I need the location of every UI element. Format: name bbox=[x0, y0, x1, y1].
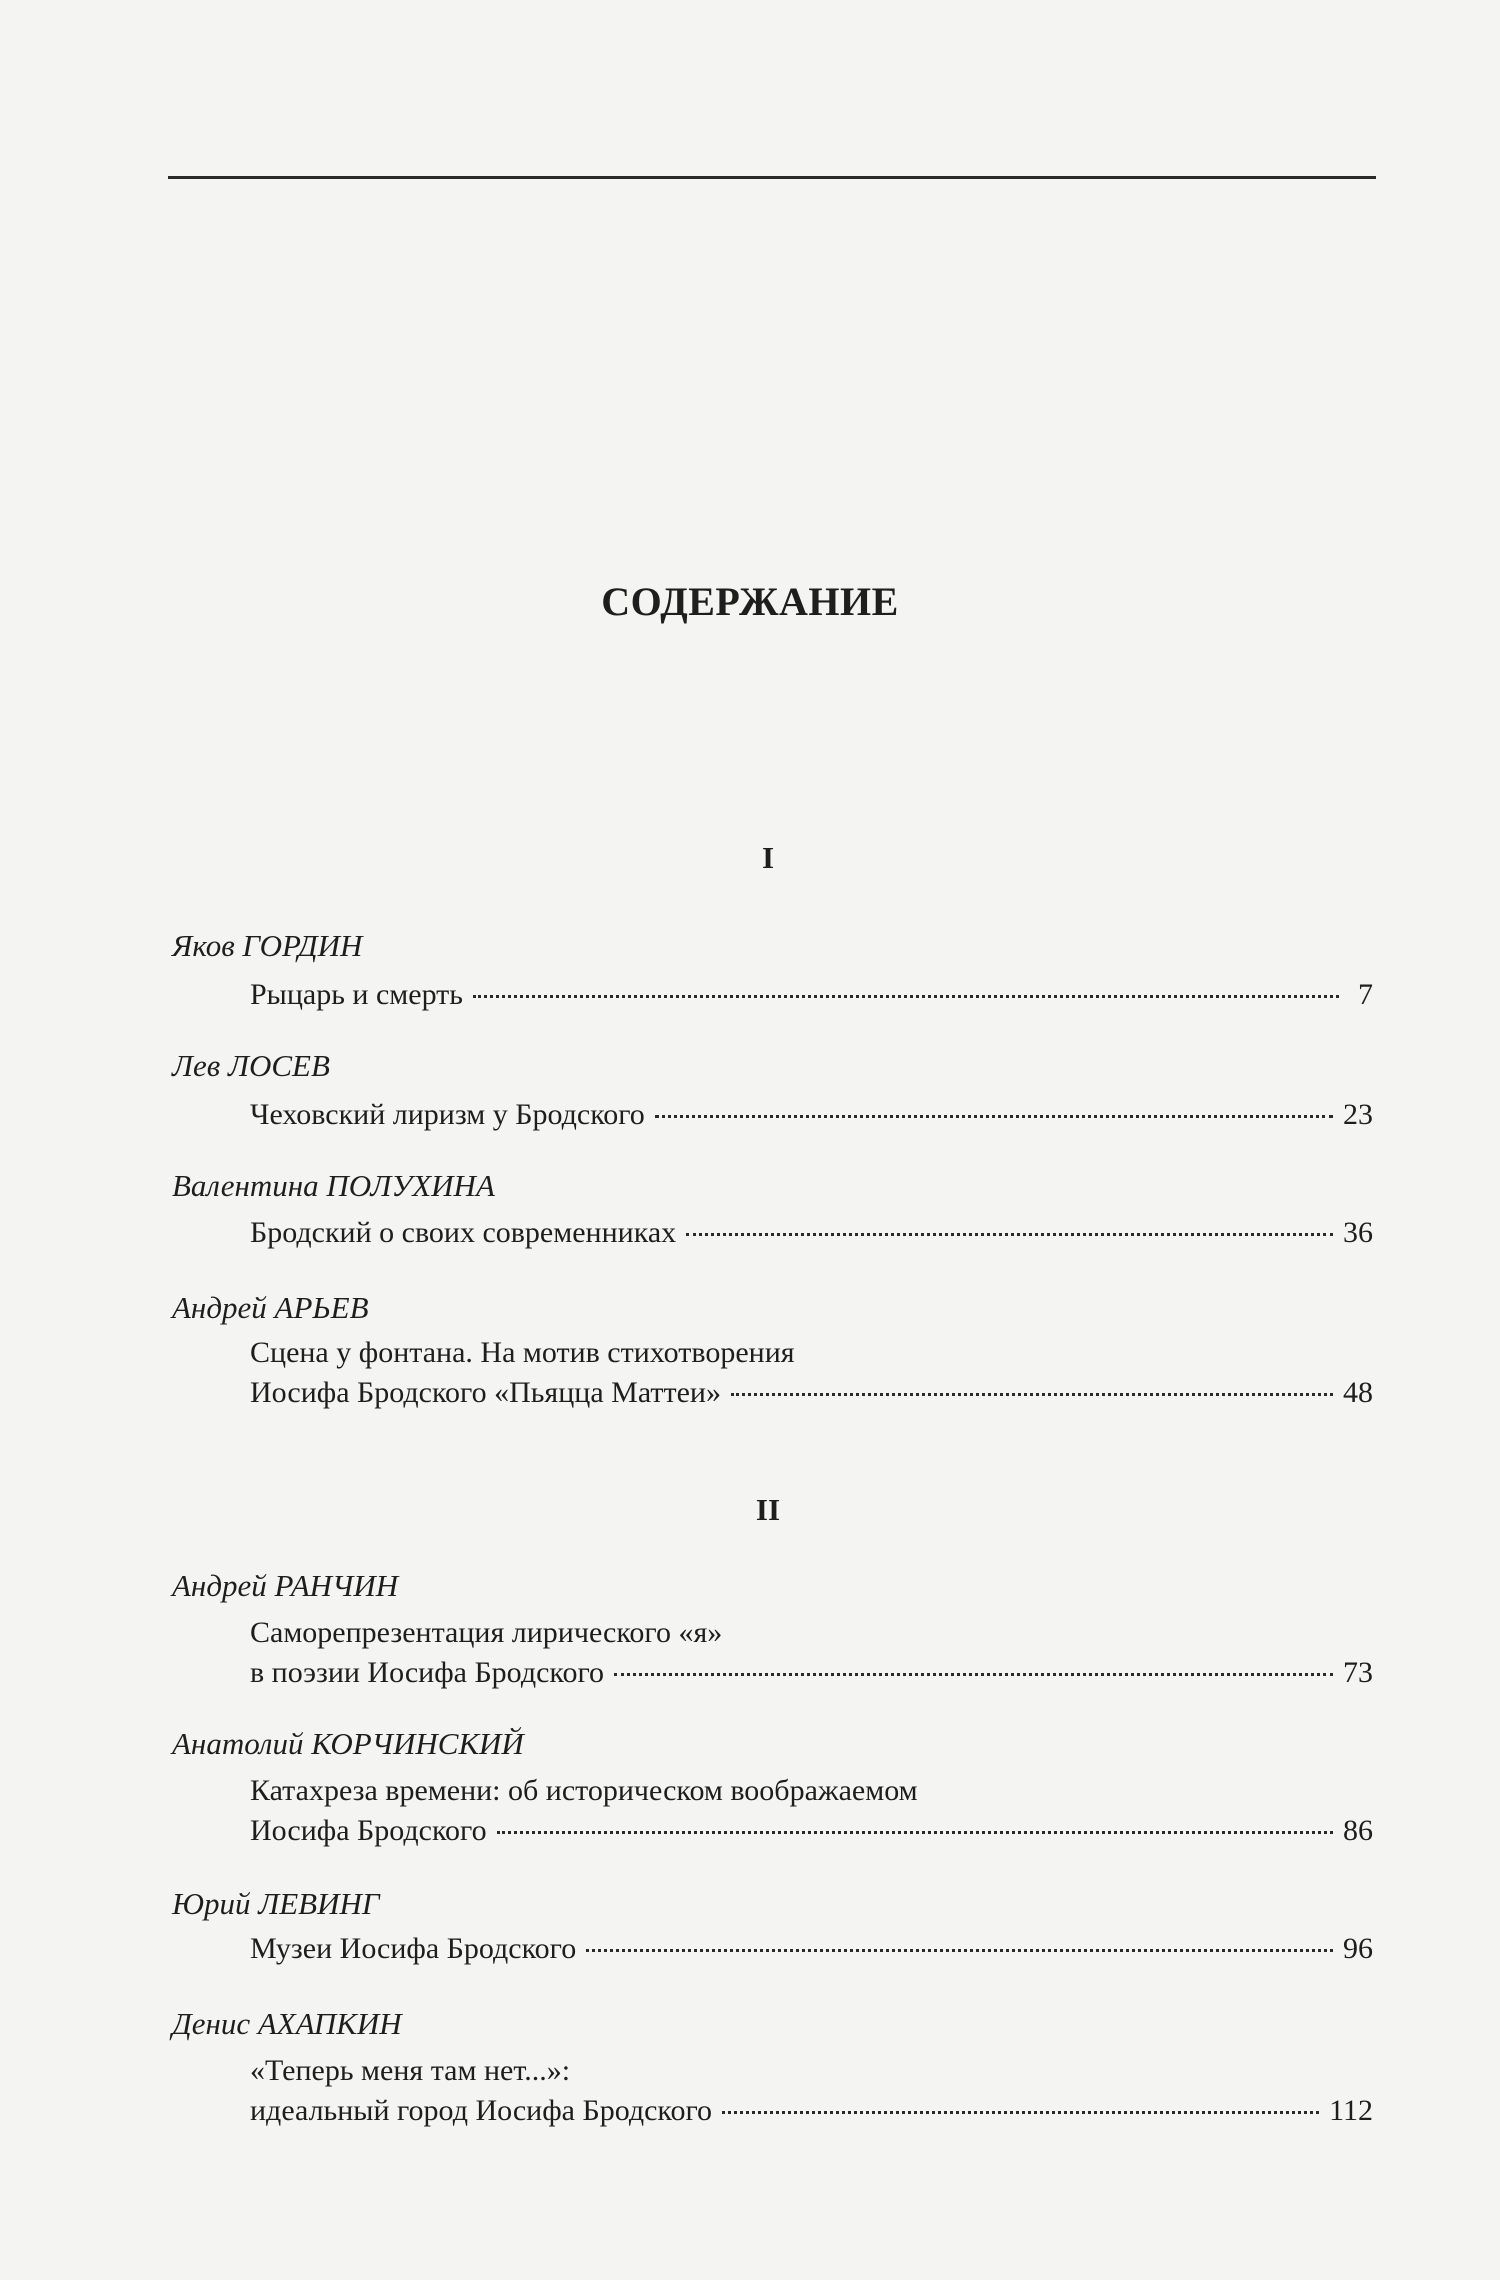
toc-author: Андрей АРЬЕВ bbox=[172, 1290, 369, 1325]
toc-author: Лев ЛОСЕВ bbox=[172, 1048, 330, 1083]
dot-leader bbox=[586, 1949, 1333, 1952]
toc-author: Андрей РАНЧИН bbox=[172, 1568, 399, 1603]
toc-entry[interactable] bbox=[250, 1656, 1373, 1690]
toc-author: Денис АХАПКИН bbox=[172, 2006, 402, 2041]
toc-entry-title: Музеи Иосифа Бродского bbox=[250, 1932, 577, 1965]
toc-page-number: 96 bbox=[1343, 1932, 1373, 1965]
toc-entry-title: Чеховский лиризм у Бродского bbox=[250, 1098, 645, 1131]
toc-entry-title: Иосифа Бродского bbox=[250, 1814, 487, 1847]
section-numeral-2: II bbox=[755, 1492, 781, 1527]
toc-entry-title-line: Сцена у фонтана. На мотив стихотворения bbox=[250, 1336, 795, 1369]
toc-entry-title: Бродский о своих современниках bbox=[250, 1216, 677, 1249]
toc-entry-title-line: «Теперь меня там нет...»: bbox=[250, 2054, 571, 2087]
toc-author: Яков ГОРДИН bbox=[172, 928, 363, 963]
toc-entry-title-line: Саморепрезентация лирического «я» bbox=[250, 1616, 723, 1649]
dot-leader bbox=[614, 1673, 1333, 1676]
toc-entry[interactable] bbox=[250, 1932, 1373, 1966]
dot-leader bbox=[497, 1831, 1333, 1834]
dot-leader bbox=[686, 1233, 1333, 1236]
section-numeral-1: I bbox=[761, 840, 775, 875]
toc-page-number: 112 bbox=[1329, 2094, 1373, 2127]
toc-entry-title: Иосифа Бродского «Пьяцца Маттеи» bbox=[250, 1376, 721, 1409]
toc-entry-title: в поэзии Иосифа Бродского bbox=[250, 1656, 605, 1689]
toc-author: Валентина ПОЛУХИНА bbox=[172, 1168, 495, 1203]
dot-leader bbox=[655, 1115, 1333, 1118]
toc-entry-title-line: Катахреза времени: об историческом воображаемом bbox=[250, 1774, 918, 1807]
dot-leader bbox=[722, 2111, 1319, 2114]
toc-entry[interactable] bbox=[250, 1216, 1373, 1250]
toc-page-number: 36 bbox=[1343, 1216, 1373, 1249]
toc-author: Юрий ЛЕВИНГ bbox=[172, 1886, 380, 1921]
toc-page-number: 48 bbox=[1343, 1376, 1373, 1409]
toc-page-number: 73 bbox=[1343, 1656, 1373, 1689]
toc-entry[interactable] bbox=[250, 1814, 1373, 1848]
toc-entry[interactable] bbox=[250, 1376, 1373, 1410]
toc-entry-title: Рыцарь и смерть bbox=[250, 978, 463, 1011]
dot-leader bbox=[731, 1393, 1333, 1396]
dot-leader bbox=[473, 995, 1339, 998]
toc-entry[interactable] bbox=[250, 978, 1373, 1012]
toc-entry[interactable] bbox=[250, 2094, 1373, 2128]
toc-author: Анатолий КОРЧИНСКИЙ bbox=[172, 1726, 524, 1761]
toc-entry-title: идеальный город Иосифа Бродского bbox=[250, 2094, 713, 2127]
header-rule bbox=[168, 176, 1376, 179]
toc-page-number: 86 bbox=[1343, 1814, 1373, 1847]
toc-page-number: 23 bbox=[1343, 1098, 1373, 1131]
toc-page-number: 7 bbox=[1358, 978, 1373, 1011]
page-title: СОДЕРЖАНИЕ bbox=[601, 579, 899, 624]
toc-entry[interactable] bbox=[250, 1098, 1373, 1132]
